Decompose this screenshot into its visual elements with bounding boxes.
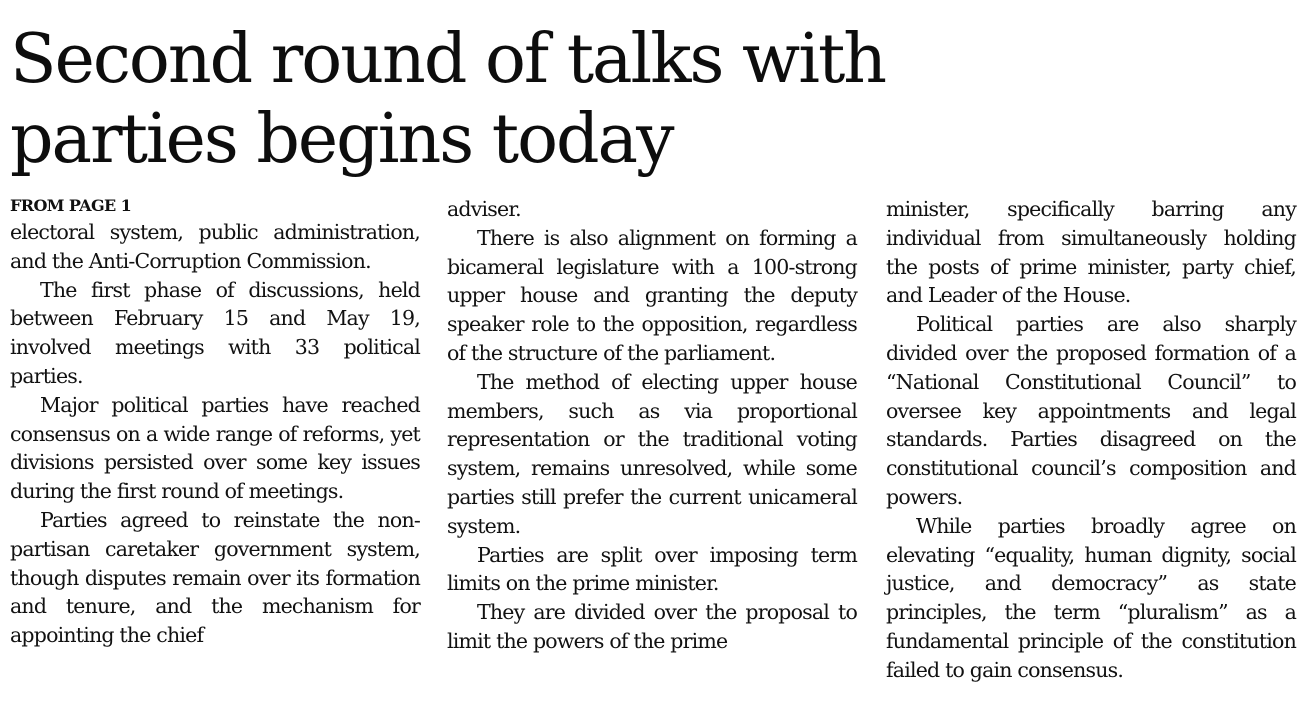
column-2 (447, 195, 857, 656)
paragraph: Parties are split over imposing term limits on the prime minister. (447, 542, 857, 596)
paragraph: There is also alignment on forming a bicameral legislature with a 100-strong upper house and granting the deputy speaker role to the opposition, regardless of the structure of the parliament. (447, 225, 857, 365)
paragraph: minister, specifically barring any individual from simultaneously holding the posts of prime minister, party chief, and Leader of the House. (886, 197, 1296, 308)
paragraph: Major political parties have reached consensus on a wide range of reforms, yet divisions persisted over some key issues during the first round of meetings. (10, 392, 420, 504)
headline-line-2: parties begins today (10, 100, 673, 179)
kicker-from-page: FROM PAGE 1 (10, 196, 132, 215)
paragraph: The first phase of discussions, held between February 15 and May 19, involved meetings with 33 political parties. (10, 277, 420, 388)
paragraph: While parties broadly agree on elevating “equality, human dignity, social justice, and democracy” as state principles, the term “pluralism” as a fundamental principle of the constitution failed to gain consensus. (886, 513, 1296, 682)
column-3 (886, 195, 1296, 685)
paragraph: Political parties are also sharply divided over the proposed formation of a “National Constitutional Council” to oversee key appointments and legal standards. Parties disagreed on the constitutional council’s composition and powers. (886, 312, 1296, 509)
headline-line-1: Second round of talks with (10, 20, 886, 99)
column-1 (10, 194, 420, 650)
paragraph: electoral system, public administration, and the Anti-Corruption Commission. (10, 220, 420, 273)
paragraph: adviser. (447, 197, 521, 221)
paragraph: They are divided over the proposal to limit the powers of the prime (447, 600, 857, 653)
headline (10, 20, 885, 180)
paragraph: The method of electing upper house members, such as via proportional representation or the traditional voting system, remains unresolved, while some parties still prefer the current unicameral system. (447, 369, 857, 538)
paragraph: Parties agreed to reinstate the non-partisan caretaker government system, though disputes remain over its formation and tenure, and the mechanism for appointing the chief (10, 507, 420, 648)
